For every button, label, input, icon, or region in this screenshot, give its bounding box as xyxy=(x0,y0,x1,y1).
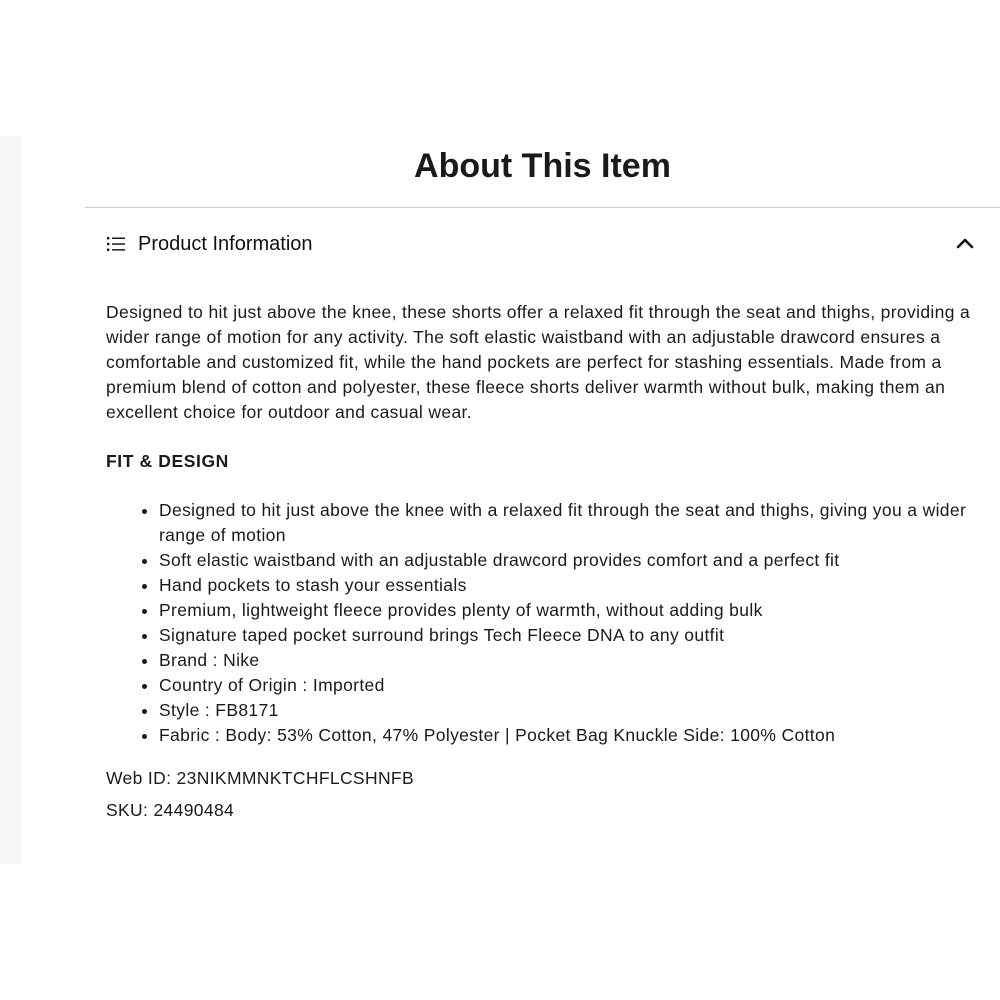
list-item: • Brand : Nike xyxy=(159,648,986,673)
list-item: • Fabric : Body: 53% Cotton, 47% Polyester | Pocket Bag Knuckle Side: 100% Cotton xyxy=(159,723,986,748)
list-item: • Country of Origin : Imported xyxy=(159,673,986,698)
sku: SKU: 24490484 xyxy=(106,800,235,820)
fit-design-list xyxy=(106,498,986,748)
list-item: • Style : FB8171 xyxy=(159,698,986,723)
list-item: • Designed to hit just above the knee with a relaxed fit through the seat and thighs, giving you a wider range of motion xyxy=(159,498,986,548)
web-id: Web ID: 23NIKMMNKTCHFLCSHNFB xyxy=(106,768,414,788)
left-rail xyxy=(0,136,21,864)
list-item: • Soft elastic waistband with an adjustable drawcord provides comfort and a perfect fit xyxy=(159,548,986,573)
chevron-up-icon[interactable] xyxy=(956,236,974,250)
product-description: Designed to hit just above the knee, these shorts offer a relaxed fit through the seat and thighs, providing a wider range of motion for any activity. The soft elastic waistband with an adjustable drawcord ensures a comfortable and customized fit, while the hand pockets are perfect for stashing essentials. Made from a premium blend of cotton and polyester, these fleece shorts deliver warmth without bulk, making them an excellent choice for outdoor and casual wear. xyxy=(106,302,971,422)
product-information-content xyxy=(106,300,986,823)
fit-design-heading: FIT & DESIGN xyxy=(106,451,229,471)
product-information-accordion-header[interactable] xyxy=(85,224,1000,264)
list-item: • Signature taped pocket surround brings Tech Fleece DNA to any outfit xyxy=(159,623,986,648)
list-icon xyxy=(107,236,125,252)
section-divider xyxy=(85,207,1000,208)
list-item: • Premium, lightweight fleece provides plenty of warmth, without adding bulk xyxy=(159,598,986,623)
list-item: • Hand pockets to stash your essentials xyxy=(159,573,986,598)
accordion-title: Product Information xyxy=(138,233,313,255)
section-title: About This Item xyxy=(414,147,671,185)
